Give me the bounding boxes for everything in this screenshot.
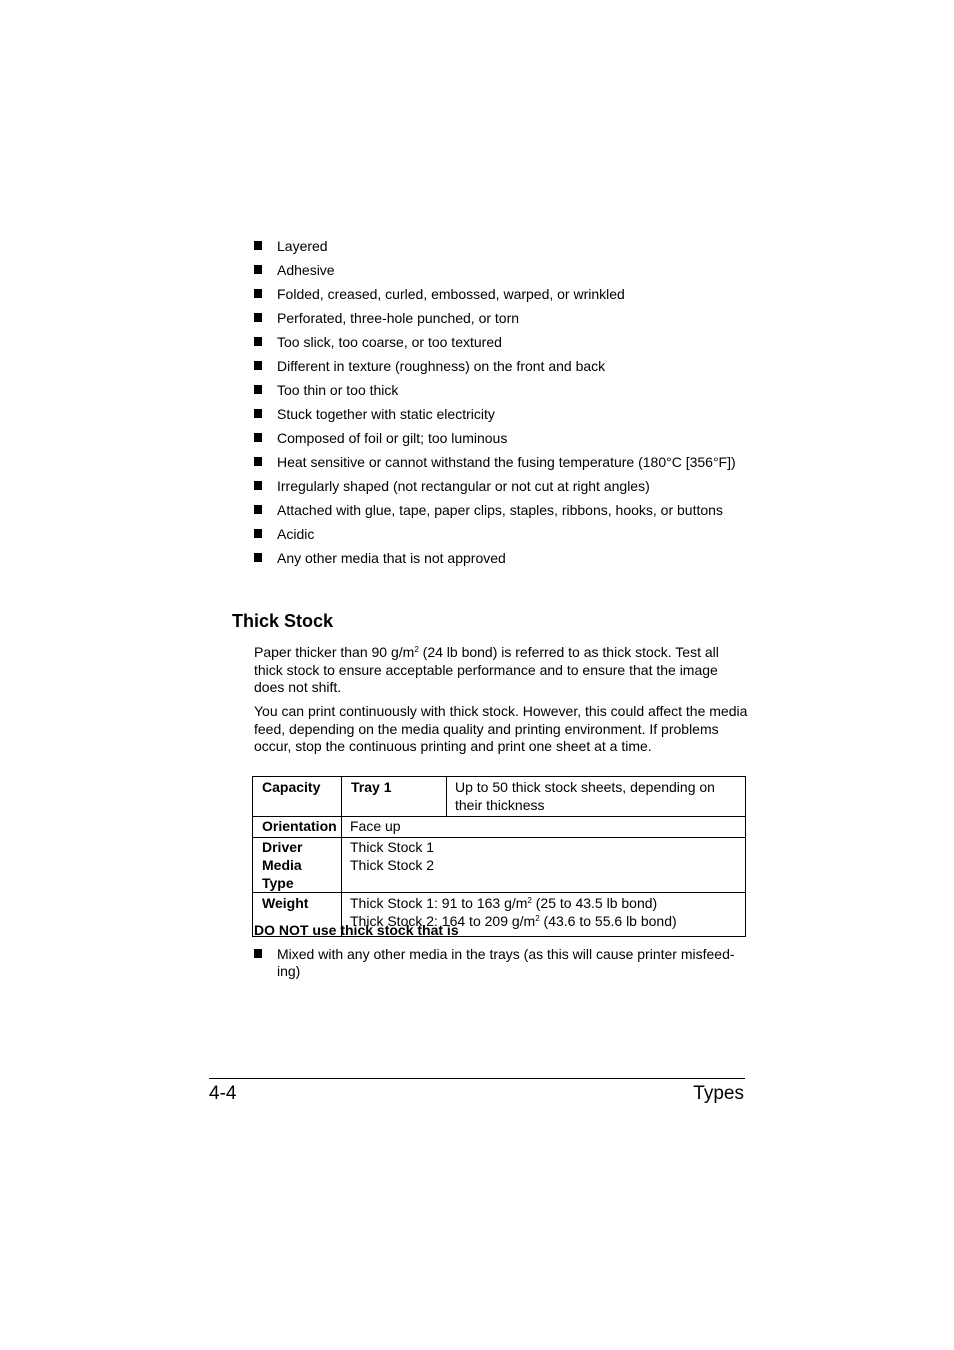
capacity-value: Up to 50 thick stock sheets, depending on their thickness xyxy=(447,777,746,817)
orientation-label: Orientation xyxy=(253,817,342,838)
superscript: 2 xyxy=(527,896,532,905)
superscript: 2 xyxy=(535,914,540,923)
driver-media-type-value xyxy=(342,838,746,893)
weight-line-text: (43.6 to 55.6 lb bond) xyxy=(539,913,677,929)
list-item-text: Mixed with any other media in the trays (as this will cause printer misfeed-ing) xyxy=(277,946,735,979)
bullet-square-icon xyxy=(254,433,262,442)
list-item-text: Composed of foil or gilt; too luminous xyxy=(277,430,508,446)
thick-stock-spec-table xyxy=(252,776,746,937)
driver-media-type-label xyxy=(253,838,342,893)
thick-stock-definition-paragraph xyxy=(254,644,749,697)
table-row-driver-media-type xyxy=(253,838,746,893)
bullet-square-icon xyxy=(254,385,262,394)
bullet-square-icon xyxy=(254,553,262,562)
list-item xyxy=(254,502,749,519)
bullet-square-icon xyxy=(254,241,262,250)
list-item-text: Perforated, three-hole punched, or torn xyxy=(277,310,520,326)
list-item xyxy=(254,310,749,327)
bullet-square-icon xyxy=(254,409,262,418)
thick-stock-avoid-list xyxy=(254,946,749,980)
list-item-text: Any other media that is not approved xyxy=(277,550,506,566)
list-item xyxy=(254,382,749,399)
list-item xyxy=(254,526,749,543)
bullet-square-icon xyxy=(254,949,262,958)
list-item-text: Acidic xyxy=(277,526,315,542)
driver-label-line: Media Type xyxy=(262,857,302,891)
list-item xyxy=(254,358,749,375)
orientation-value: Face up xyxy=(342,817,746,838)
list-item-text: Adhesive xyxy=(277,262,335,278)
list-item xyxy=(254,550,749,567)
list-item-text: Folded, creased, curled, embossed, warped, or wrinkled xyxy=(277,286,625,302)
paragraph-text: (24 lb bond) is referred to as thick stock. Test all thick stock to ensure acceptable performance and to ensure that the image does not shift. xyxy=(254,644,719,695)
list-item-text: Stuck together with static electricity xyxy=(277,406,495,422)
paragraph-text: Paper thicker than 90 g/m xyxy=(254,644,415,660)
list-item-text: Heat sensitive or cannot withstand the fusing temperature (180°C [356°F]) xyxy=(277,454,736,470)
section-title: Thick Stock xyxy=(232,611,334,631)
weight-line-text: Thick Stock 1: 91 to 163 g/m xyxy=(350,895,528,911)
list-item-text: Irregularly shaped (not rectangular or not cut at right angles) xyxy=(277,478,650,494)
list-item-text: Too thin or too thick xyxy=(277,382,399,398)
list-item xyxy=(254,454,749,471)
driver-value-line: Thick Stock 2 xyxy=(350,857,435,873)
list-item-text: Layered xyxy=(277,238,328,254)
bullet-square-icon xyxy=(254,289,262,298)
list-item xyxy=(254,286,749,303)
bullet-square-icon xyxy=(254,313,262,322)
list-item xyxy=(254,406,749,423)
list-item xyxy=(254,238,749,255)
list-item xyxy=(254,946,749,980)
weight-line-text: Thick Stock 2: 164 to 209 g/m xyxy=(350,913,536,929)
superscript: 2 xyxy=(414,645,419,654)
unsuitable-media-list xyxy=(254,238,749,574)
driver-label-line: Driver xyxy=(262,839,303,855)
list-item xyxy=(254,430,749,447)
continuous-printing-paragraph: You can print continuously with thick stock. However, this could affect the media feed, depending on the media quality and printing environment. If problems occur, stop the continuous printing and print one sheet at a time. xyxy=(254,703,748,754)
bullet-square-icon xyxy=(254,457,262,466)
list-item-text: Different in texture (roughness) on the front and back xyxy=(277,358,606,374)
capacity-label: Capacity xyxy=(253,777,342,817)
driver-value-line: Thick Stock 1 xyxy=(350,839,435,855)
bullet-square-icon xyxy=(254,505,262,514)
weight-line-text: (25 to 43.5 lb bond) xyxy=(531,895,658,911)
table-row-orientation xyxy=(253,817,746,838)
list-item-text: Attached with glue, tape, paper clips, staples, ribbons, hooks, or buttons xyxy=(277,502,723,518)
bullet-square-icon xyxy=(254,337,262,346)
bullet-square-icon xyxy=(254,361,262,370)
list-item xyxy=(254,262,749,279)
tray-label: Tray 1 xyxy=(342,777,447,817)
table-row-capacity xyxy=(253,777,746,817)
warning-heading: DO NOT use thick stock that is xyxy=(254,922,459,938)
list-item-text: Too slick, too coarse, or too textured xyxy=(277,334,502,350)
bullet-square-icon xyxy=(254,265,262,274)
list-item xyxy=(254,478,749,495)
bullet-square-icon xyxy=(254,529,262,538)
list-item xyxy=(254,334,749,351)
footer-divider xyxy=(209,1078,745,1079)
chapter-title: Types xyxy=(693,1083,744,1104)
weight-label: Weight xyxy=(253,893,342,937)
page-number: 4-4 xyxy=(209,1083,237,1104)
bullet-square-icon xyxy=(254,481,262,490)
